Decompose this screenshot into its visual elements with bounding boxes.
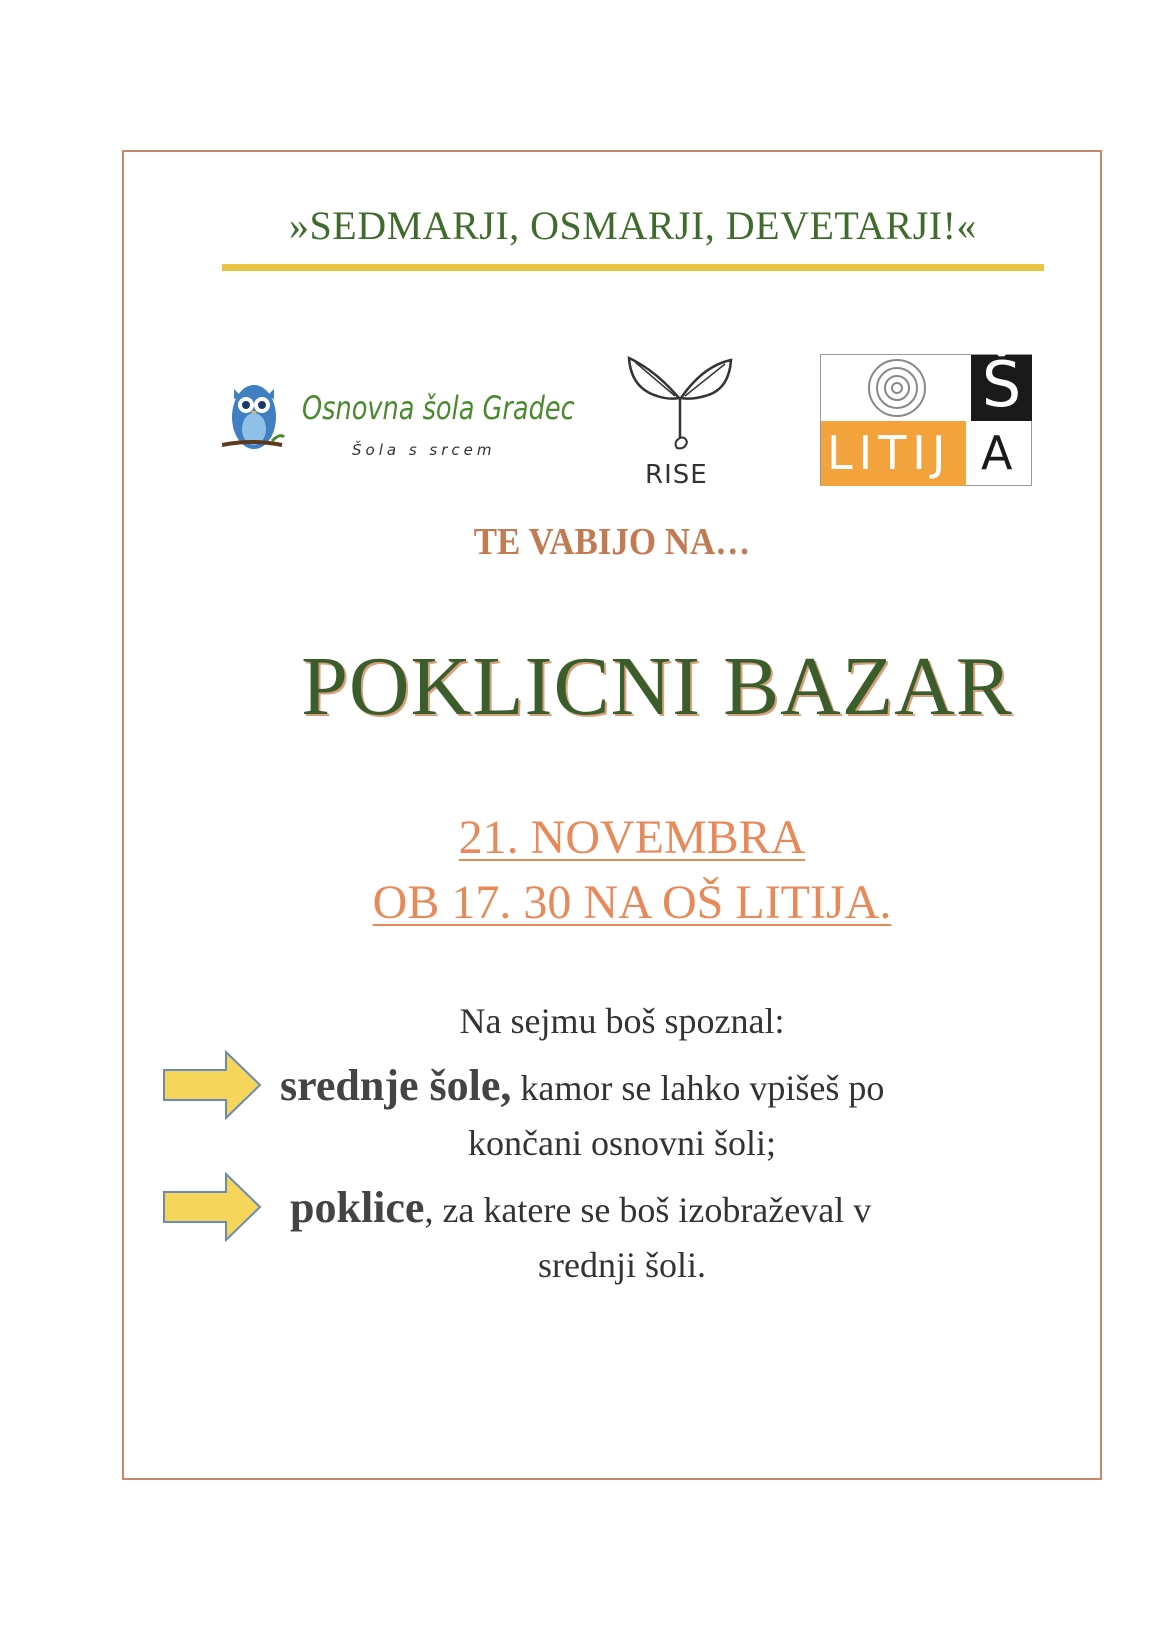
- logo-gradec-name: Osnovna šola Gradec: [302, 389, 575, 427]
- logo-rise: [625, 350, 735, 490]
- headline: »SEDMARJI, OSMARJI, DEVETARJI!«: [289, 203, 977, 248]
- event-title: POKLICNI BAZAR: [301, 640, 1013, 733]
- owl-icon: [222, 375, 292, 465]
- list-item-schools-text: kamor se lahko vpišeš po: [511, 1068, 885, 1108]
- logo-rise-label: RISE: [645, 460, 708, 490]
- arrow-right-icon: [162, 1172, 262, 1242]
- event-date: 21. NOVEMBRA: [458, 811, 806, 864]
- list-item-professions: [290, 1182, 871, 1233]
- headline-underline: [222, 264, 1044, 271]
- event-time-place: OB 17. 30 NA OŠ LITIJA.: [372, 876, 892, 929]
- litija-text: LITIJ: [827, 426, 952, 480]
- logo-os-gradec: [222, 375, 575, 505]
- list-item-schools-strong: srednje šole,: [280, 1061, 512, 1110]
- arrow-right-icon: [162, 1050, 262, 1120]
- intro-text: Na sejmu boš spoznal:: [459, 1001, 785, 1041]
- logo-os-litija: [820, 348, 1032, 486]
- logo-gradec-motto: Šola s srcem: [352, 441, 496, 459]
- list-item-schools: [280, 1060, 884, 1111]
- list-item-professions-strong: poklice: [290, 1183, 425, 1232]
- litija-last-letter: A: [981, 426, 1013, 480]
- spiral-icon: [857, 355, 937, 421]
- list-item-schools-cont: končani osnovni šoli;: [468, 1123, 776, 1163]
- litija-letter: Š: [981, 348, 1022, 421]
- list-item-professions-cont: srednji šoli.: [538, 1245, 706, 1285]
- invite-text: TE VABIJO NA…: [473, 521, 751, 563]
- sprout-icon: [625, 350, 735, 460]
- list-item-professions-text: , za katere se boš izobraževal v: [424, 1190, 872, 1230]
